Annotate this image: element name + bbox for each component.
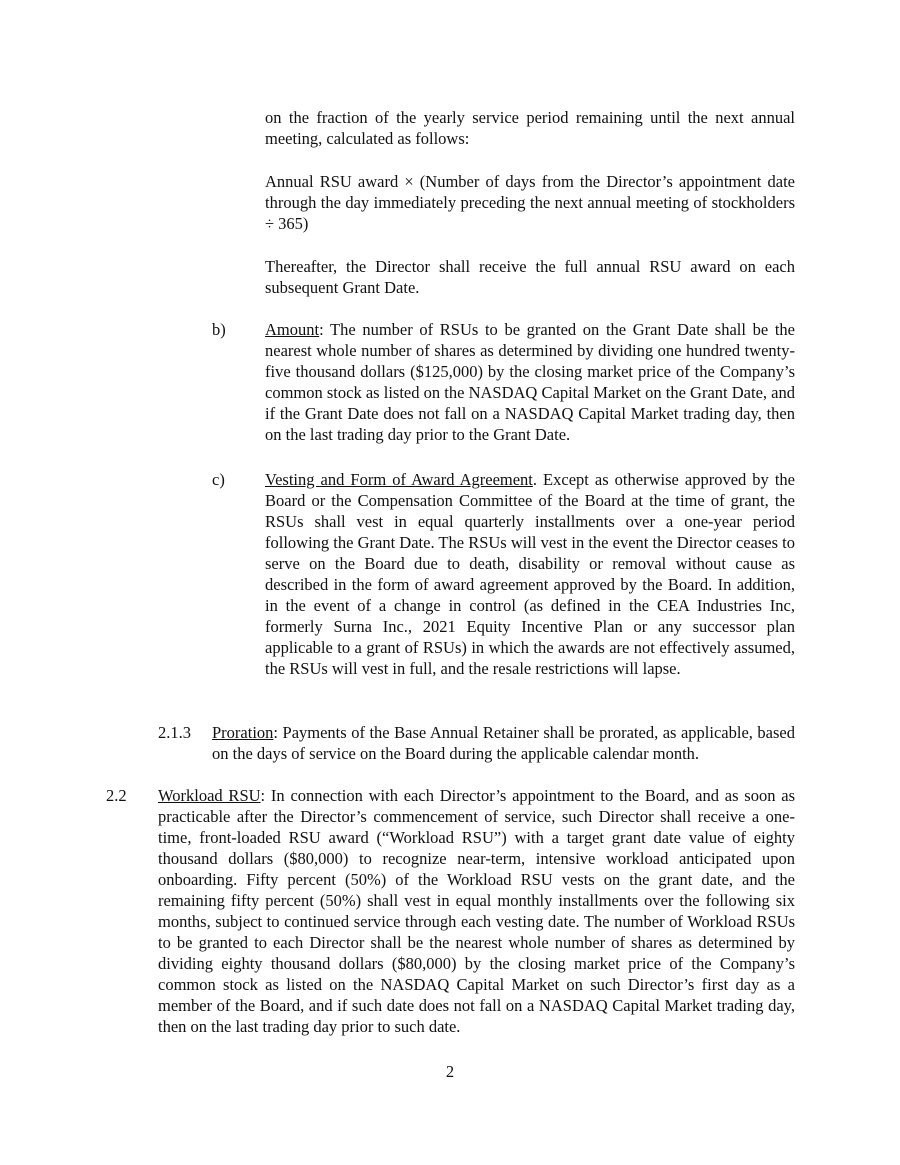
item-b-paragraph <box>265 319 795 445</box>
section-22-paragraph <box>158 785 795 1037</box>
page-number: 2 <box>445 1062 455 1081</box>
item-c-label: c) <box>212 470 225 489</box>
thereafter-paragraph: Thereafter, the Director shall receive the full annual RSU award on each subsequent Grant Date. <box>265 257 795 297</box>
item-b-text: : The number of RSUs to be granted on the Grant Date shall be the nearest whole number of shares as determined by dividing one hundred twenty-five thousand dollars ($125,000) by the closing market price of the Company’s common stock as listed on the NASDAQ Capital Market on the Grant Date, and if the Grant Date does not fall on a NASDAQ Capital Market trading day, then on the last trading day prior to the Grant Date. <box>265 320 795 444</box>
section-22-number: 2.2 <box>106 786 127 805</box>
item-b-heading: Amount <box>265 320 320 339</box>
section-213-number: 2.1.3 <box>158 723 191 742</box>
continuation-paragraph: on the fraction of the yearly service period remaining until the next annual meeting, calculated as follows: <box>265 108 795 148</box>
item-b-label: b) <box>212 320 226 339</box>
section-22-text: : In connection with each Director’s appointment to the Board, and as soon as practicable after the Director’s commencement of service, such Director shall receive a one-time, front-loaded RSU award (“Workload RSU”) with a target grant date value of eighty thousand dollars ($80,000) to recognize near-term, intensive workload anticipated upon onboarding. Fifty percent (50%) of the Workload RSU vests on the grant date, and the remaining fifty percent (50%) shall vest in equal monthly installments over the following six months, subject to continued service through each vesting date. The number of Workload RSUs to be granted to each Director shall be the nearest whole number of shares as determined by dividing eighty thousand dollars ($80,000) by the closing market price of the Company’s common stock as listed on the NASDAQ Capital Market on such Director’s first day as a member of the Board, and if such date does not fall on a NASDAQ Capital Market trading day, then on the last trading day prior to such date. <box>158 786 795 1036</box>
section-213-text: : Payments of the Base Annual Retainer shall be prorated, as applicable, based on the days of service on the Board during the applicable calendar month. <box>212 723 795 763</box>
section-213-heading: Proration <box>212 723 274 742</box>
item-c-text: . Except as otherwise approved by the Board or the Compensation Committee of the Board at the time of grant, the RSUs shall vest in equal quarterly installments over a one-year period following the Grant Date. The RSUs will vest in the event the Director ceases to serve on the Board due to death, disability or removal without cause as described in the form of award agreement approved by the Board. In addition, in the event of a change in control (as defined in the CEA Industries Inc, formerly Surna Inc., 2021 Equity Incentive Plan or any successor plan applicable to a grant of RSUs) in which the awards are not effectively assumed, the RSUs will vest in full, and the resale restrictions will lapse. <box>265 470 795 678</box>
item-c-heading: Vesting and Form of Award Agreement <box>265 470 533 489</box>
item-c-paragraph <box>265 469 795 679</box>
section-213-paragraph <box>212 722 795 764</box>
formula-paragraph: Annual RSU award × (Number of days from the Director’s appointment date through the day immediately preceding the next annual meeting of stockholders ÷ 365) <box>265 172 795 233</box>
section-22-heading: Workload RSU <box>158 786 261 805</box>
